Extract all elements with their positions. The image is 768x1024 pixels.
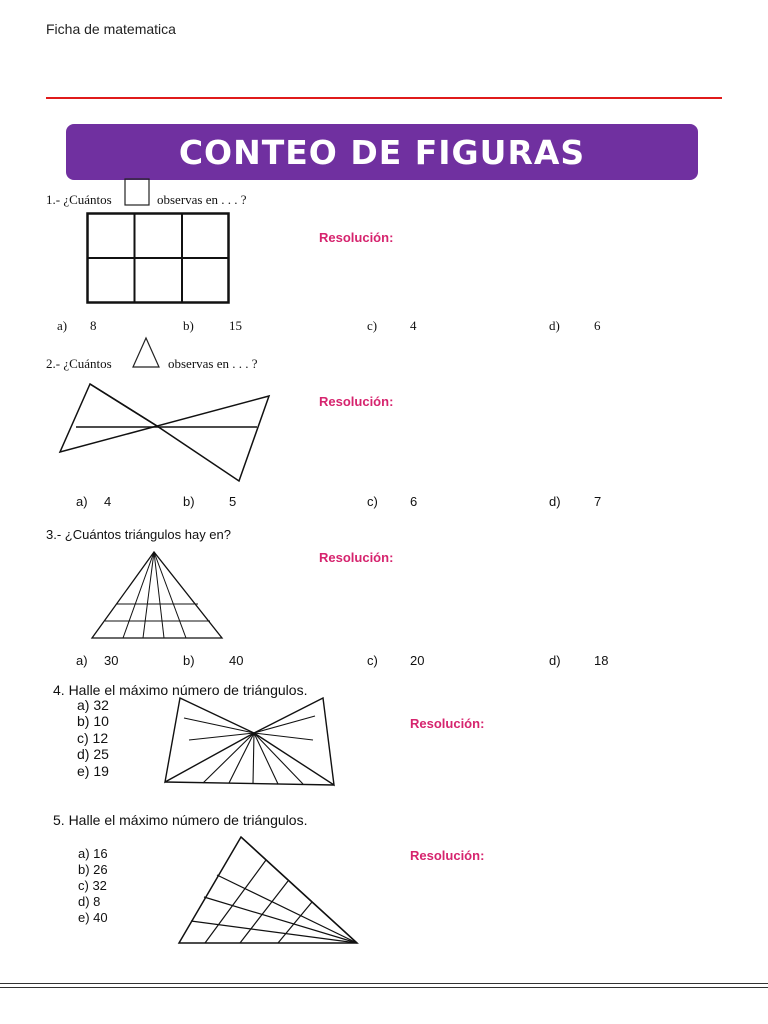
q3-option-a-letter: a) bbox=[76, 653, 88, 668]
q3-resolution-label: Resolución: bbox=[319, 550, 394, 565]
q2-prefix: 2.- ¿Cuántos bbox=[46, 356, 112, 371]
q2-resolution-label: Resolución: bbox=[319, 394, 394, 409]
q2-option-d-value: 7 bbox=[594, 494, 602, 509]
header-divider bbox=[46, 97, 722, 99]
q5-option-d: d) 8 bbox=[78, 894, 101, 909]
worksheet-banner: CONTEO DE FIGURAS bbox=[66, 124, 698, 180]
q4-option-e: e) 19 bbox=[77, 762, 109, 779]
q4-text: 4. Halle el máximo número de triángulos. bbox=[53, 682, 308, 698]
q1-resolution-label: Resolución: bbox=[319, 230, 394, 245]
q2-option-d-letter: d) bbox=[549, 494, 561, 509]
q5-resolution-label: Resolución: bbox=[410, 848, 485, 863]
q2-option-a-letter: a) bbox=[76, 494, 88, 509]
square-icon bbox=[124, 178, 150, 206]
q2-bowtie-figure bbox=[58, 381, 274, 483]
triangle-icon bbox=[132, 337, 160, 369]
q3-option-b-value: 40 bbox=[229, 653, 244, 668]
q1-option-d-value: 6 bbox=[594, 318, 601, 333]
q1-option-c-value: 4 bbox=[410, 318, 417, 333]
q5-option-b: b) 26 bbox=[78, 862, 108, 877]
q1-option-a-value: 8 bbox=[90, 318, 97, 333]
q4-options-list bbox=[77, 697, 109, 779]
q1-grid-figure bbox=[86, 212, 230, 304]
q4-option-d: d) 25 bbox=[77, 746, 109, 763]
q3-option-d-letter: d) bbox=[549, 653, 561, 668]
q2-option-c-value: 6 bbox=[410, 494, 418, 509]
q1-option-b-letter: b) bbox=[183, 318, 194, 333]
footer-divider-bottom bbox=[0, 987, 768, 988]
q1-option-c-letter: c) bbox=[367, 318, 378, 333]
q5-triangle-figure bbox=[177, 835, 359, 947]
q3-option-d-value: 18 bbox=[594, 653, 609, 668]
q5-text: 5. Halle el máximo número de triángulos. bbox=[53, 812, 308, 828]
q4-option-c: c) 12 bbox=[77, 729, 109, 746]
q1-option-b-value: 15 bbox=[229, 318, 242, 333]
q3-triangle-figure bbox=[90, 550, 224, 640]
q3-option-a-value: 30 bbox=[104, 653, 119, 668]
q5-option-a: a) 16 bbox=[78, 846, 108, 861]
q3-text: 3.- ¿Cuántos triángulos hay en? bbox=[46, 527, 231, 542]
q4-resolution-label: Resolución: bbox=[410, 716, 485, 731]
q2-suffix: observas en . . . ? bbox=[168, 356, 258, 371]
q2-option-c-letter: c) bbox=[367, 494, 378, 509]
q1-option-d-letter: d) bbox=[549, 318, 560, 333]
q5-options-list bbox=[78, 846, 108, 926]
q2-option-b-letter: b) bbox=[183, 494, 195, 509]
q2-option-b-value: 5 bbox=[229, 494, 237, 509]
q2-option-a-value: 4 bbox=[104, 494, 112, 509]
q4-option-b: b) 10 bbox=[77, 713, 109, 730]
q3-option-b-letter: b) bbox=[183, 653, 195, 668]
page-header-title: Ficha de matematica bbox=[46, 21, 176, 37]
q1-suffix: observas en . . . ? bbox=[157, 192, 247, 207]
q1-option-a-letter: a) bbox=[57, 318, 68, 333]
q3-option-c-letter: c) bbox=[367, 653, 378, 668]
q1-prefix: 1.- ¿Cuántos bbox=[46, 192, 112, 207]
q5-option-c: c) 32 bbox=[78, 878, 107, 893]
q4-butterfly-figure bbox=[163, 696, 337, 788]
q3-option-c-value: 20 bbox=[410, 653, 425, 668]
q5-option-e: e) 40 bbox=[78, 910, 108, 925]
footer-divider-top bbox=[0, 983, 768, 984]
q4-option-a: a) 32 bbox=[77, 697, 109, 713]
